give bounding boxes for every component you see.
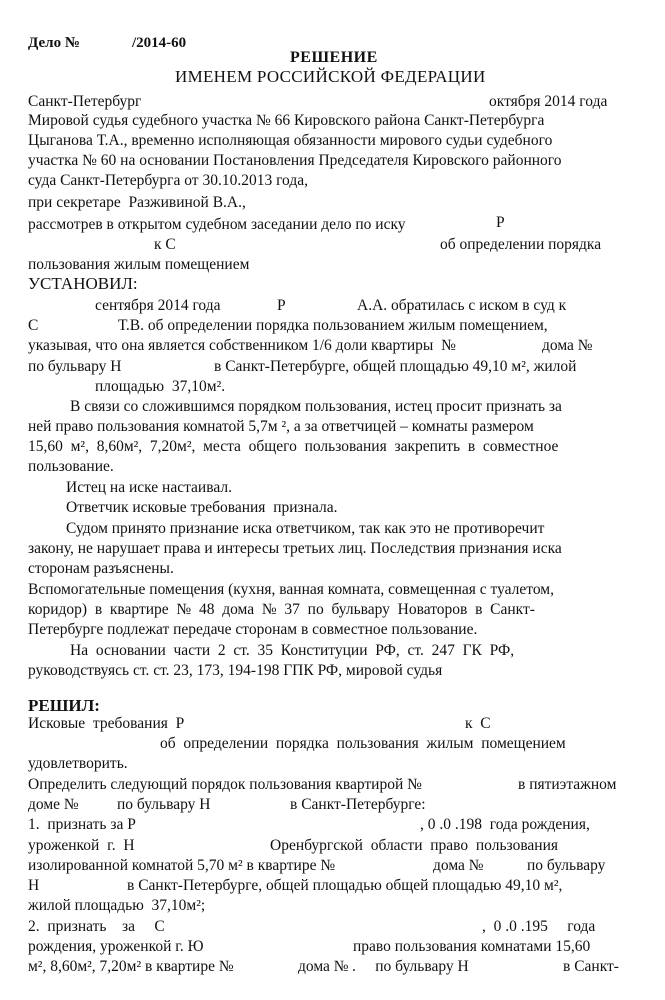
established-text: в Санкт-Петербурге, общей площадью 49,10 м², жилой (214, 358, 577, 375)
established-text: 15,60 м², 8,60м², 7,20м², места общего пользования закрепить в совместное (28, 438, 559, 455)
established-text: дома № (542, 337, 593, 354)
decided-item-1: по бульвару (527, 857, 606, 874)
established-text: Р (277, 297, 286, 314)
established-text: В связи со сложившимся порядком пользования, истец просит признать за (70, 398, 562, 415)
decided-text: в пятиэтажном (518, 776, 617, 793)
established-heading: УСТАНОВИЛ: (28, 274, 138, 293)
established-text: Истец на иске настаивал. (66, 479, 232, 496)
decided-item-2: . по бульвару Н (352, 958, 469, 975)
decided-text: Определить следующий порядок пользования квартирой № (28, 776, 422, 793)
decided-item-1: изолированной комнатой 5,70 м² в квартире № (28, 857, 336, 874)
decided-item-2: в Санкт- (563, 958, 619, 975)
case-label: Дело № (28, 35, 80, 51)
established-text: коридор) в квартире № 48 дома № 37 по бульвару Новаторов в Санкт- (28, 601, 535, 618)
established-text: Ответчик исковые требования признала. (66, 499, 338, 516)
established-text: руководствуясь ст. ст. 23, 173, 194-198 ГПК РФ, мировой судья (28, 662, 443, 679)
decided-text: удовлетворить. (28, 755, 128, 772)
intro-line: суда Санкт-Петербурга от 30.10.2013 года, (28, 172, 308, 189)
intro-date: октября 2014 года (489, 93, 608, 110)
decided-item-1: жилой площадью 37,10м²; (28, 897, 206, 914)
decided-text: к С (465, 715, 491, 732)
established-text: А.А. обратилась с иском в суд к (357, 297, 567, 314)
document-title: РЕШЕНИЕ (290, 49, 378, 66)
plaintiff-initial: Р (496, 214, 505, 231)
intro-line: Мировой судья судебного участка № 66 Кировского района Санкт-Петербурга (28, 112, 545, 129)
decided-item-2: м², 8,60м², 7,20м² в квартире № (28, 958, 234, 975)
intro-line: Цыганова Т.А., временно исполняющая обязанности мирового судьи судебного (28, 132, 553, 149)
decided-item-1: 1. признать за Р (28, 816, 136, 833)
document-subtitle: ИМЕНЕМ РОССИЙСКОЙ ФЕДЕРАЦИИ (175, 67, 486, 86)
decided-item-2: рождения, уроженкой г. Ю (28, 938, 204, 955)
established-text: площадью 37,10м². (95, 378, 226, 395)
decided-text: по бульвару Н (117, 796, 211, 813)
decided-item-1: , 0 .0 .198 года рождения, (420, 816, 590, 833)
established-text: С (28, 317, 39, 334)
defendant-vs: к С (154, 236, 176, 253)
established-text: указывая, что она является собственником 1/6 доли квартиры № (28, 337, 456, 354)
established-text: Вспомогательные помещения (кухня, ванная комната, совмещенная с туалетом, (28, 581, 554, 598)
decided-item-2: 2. признать за С (28, 918, 165, 935)
intro-subject: об определении порядка (440, 236, 602, 253)
decided-text: об определении порядка пользования жилым помещением (160, 735, 566, 752)
decided-text: доме № (28, 796, 79, 813)
intro-city: Санкт-Петербург (28, 93, 142, 110)
established-text: сторонам разъяснены. (28, 560, 174, 577)
decided-item-2: , 0 .0 .195 года (482, 918, 596, 935)
established-text: Петербурге подлежат передаче сторонам в совместное пользование. (28, 621, 478, 638)
case-number: /2014-60 (132, 35, 187, 51)
intro-line: участка № 60 на основании Постановления Председателя Кировского районного (28, 152, 562, 169)
intro-line: при секретаре Разживиной В.А., (28, 194, 246, 211)
decided-heading: РЕШИЛ: (28, 696, 100, 715)
established-text: по бульвару Н (28, 358, 122, 375)
intro-considering: рассмотрев в открытом судебном заседании дело по иску (28, 216, 406, 233)
decided-text: в Санкт-Петербурге: (290, 796, 426, 813)
decided-item-1: дома № (433, 857, 484, 874)
established-text: закону, не нарушает права и интересы третьих лиц. Последствия признания иска (28, 540, 562, 557)
decided-item-1: Оренбургской области право пользования (270, 837, 559, 854)
decided-item-1: Н (28, 877, 40, 894)
established-text: На основании части 2 ст. 35 Конституции РФ, ст. 247 ГК РФ, (70, 642, 515, 659)
established-text: Т.В. об определении порядка пользованием жилым помещением, (118, 317, 548, 334)
established-text: Судом принято признание иска ответчиком, так как это не противоречит (66, 520, 545, 537)
established-text: ней право пользования комнатой 5,7м ², а за ответчицей – комнаты размером (28, 418, 534, 435)
intro-subject-cont: пользования жилым помещением (28, 256, 250, 273)
decided-item-1: в Санкт-Петербурге, общей площадью общей площадью 49,10 м², (127, 877, 563, 894)
decided-item-1: уроженкой г. Н (28, 837, 135, 854)
decided-item-2: дома № (298, 958, 349, 975)
established-text: пользование. (28, 458, 114, 475)
decided-text: Исковые требования Р (28, 715, 185, 732)
decided-item-2: право пользования комнатами 15,60 (353, 938, 591, 955)
established-text: сентября 2014 года (95, 297, 221, 314)
